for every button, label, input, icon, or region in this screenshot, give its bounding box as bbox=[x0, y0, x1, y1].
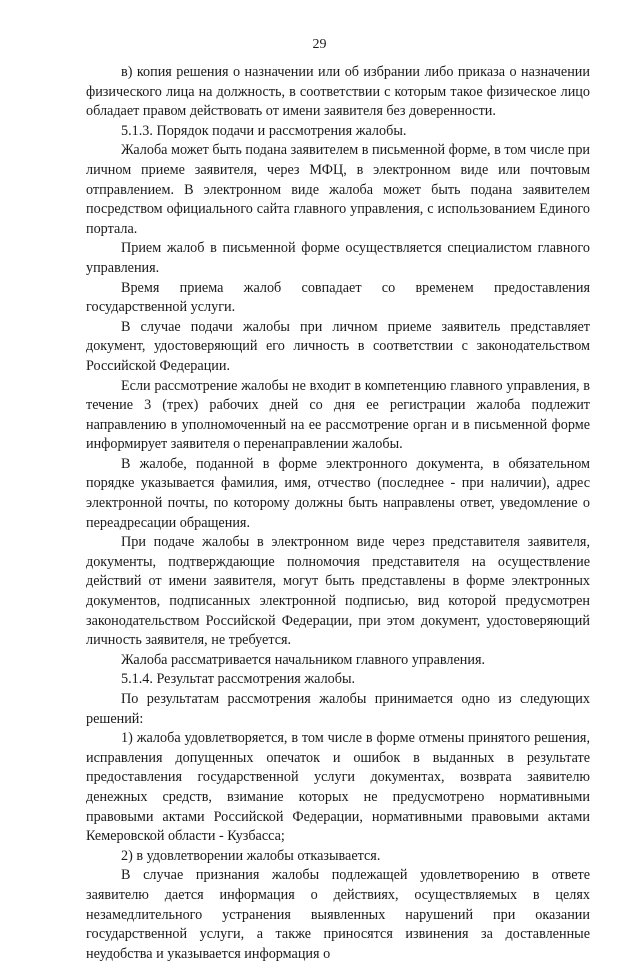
paragraph-redirection: Если рассмотрение жалобы не входит в компетенцию главного управления, в течение 3 (трех) рабочих дней со дня ее регистрации жалоба подлежит направлению в уполномоченный на ее рассмотрение орган и в письменной форме информирует заявителя о перенаправлении жалобы. bbox=[86, 377, 590, 453]
paragraph-representative: При подаче жалобы в электронном виде через представителя заявителя, документы, подтверждающие полномочия представителя на осуществление действий от имени заявителя, могут быть представлены в форме электронных документов, подписанных электронной подписью, вид которой предусмотрен законодательством Российской Федерации, при этом документ, удостоверяющий личность заявителя, не требуется. bbox=[86, 534, 590, 649]
paragraph-personal-visit: В случае подачи жалобы при личном приеме заявитель представляет документ, удостоверяющий его личность в соответствии с законодательством Российской Федерации. bbox=[86, 318, 590, 374]
section-heading-5-1-3: 5.1.3. Порядок подачи и рассмотрения жалобы. bbox=[121, 122, 407, 139]
paragraph-reviewer: Жалоба рассматривается начальником главного управления. bbox=[121, 651, 486, 668]
paragraph-decisions-intro: По результатам рассмотрения жалобы принимается одно из следующих решений: bbox=[86, 691, 590, 727]
paragraph-intake-time: Время приема жалоб совпадает со временем предоставления государственной услуги. bbox=[86, 279, 590, 316]
paragraph-submission-methods: Жалоба может быть подана заявителем в письменной форме, в том числе при личном приеме заявителя, через МФЦ, в электронном виде или почтовым отправлением. В электронном виде жалоба может быть подана заявителем посредством официального сайта главного управления, с использованием Единого портала. bbox=[86, 142, 590, 237]
section-heading-5-1-4: 5.1.4. Результат рассмотрения жалобы. bbox=[121, 671, 356, 688]
paragraph-satisfaction-response: В случае признания жалобы подлежащей удовлетворению в ответе заявителю дается информация о действиях, осуществляемых в целях незамедлительного устранения выявленных нарушений при оказании государственной услуги, а также приносятся извинения за доставленные неудобства и указывается информация о bbox=[86, 867, 590, 962]
document-body bbox=[86, 63, 590, 964]
page-number: 29 bbox=[312, 37, 327, 52]
list-item-decision-1: 1) жалоба удовлетворяется, в том числе в форме отмены принятого решения, исправления допущенных опечаток и ошибок в выданных в результате предоставления государственной услуги документах, возврата заявителю денежных средств, взимание которых не предусмотрено нормативными правовыми актами Российской Федерации, нормативными правовыми актами Кемеровской области - Кузбасса; bbox=[86, 730, 590, 845]
paragraph-electronic-requirements: В жалобе, поданной в форме электронного документа, в обязательном порядке указывается фамилия, имя, отчество (последнее - при наличии), адрес электронной почты, по которому должны быть направлены ответ, уведомление о переадресации обращения. bbox=[86, 455, 590, 531]
paragraph-appointment-copy: в) копия решения о назначении или об избрании либо приказа о назначении физического лица на должность, в соответствии с которым такое физическое лицо обладает правом действовать от имени заявителя без доверенности. bbox=[86, 64, 590, 120]
paragraph-written-intake: Прием жалоб в письменной форме осуществляется специалистом главного управления. bbox=[86, 240, 590, 276]
list-item-decision-2: 2) в удовлетворении жалобы отказывается. bbox=[121, 847, 381, 864]
